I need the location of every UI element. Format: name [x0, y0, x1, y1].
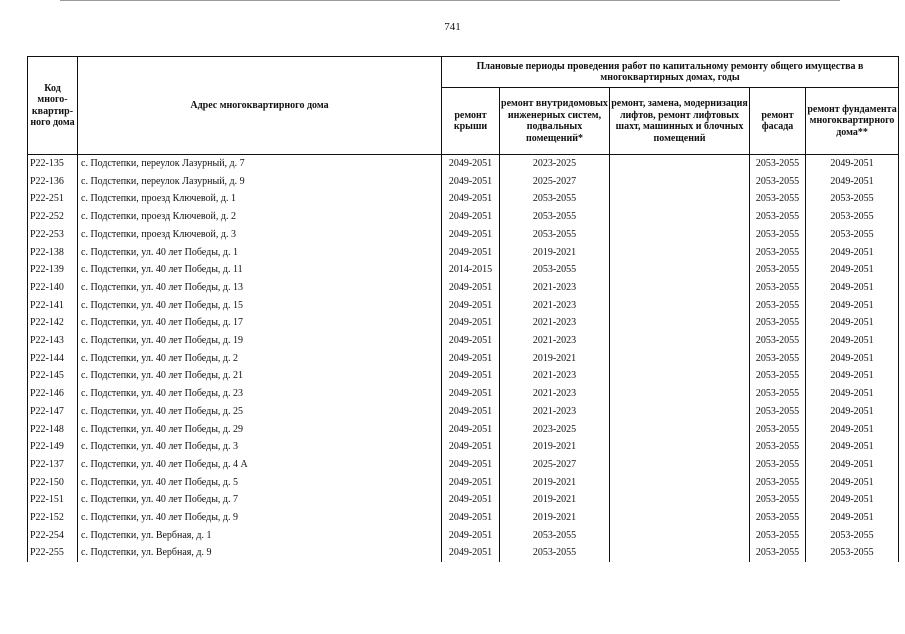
cell-facade: 2053-2055 [750, 173, 806, 191]
cell-systems: 2021-2023 [500, 367, 610, 385]
cell-lifts [610, 456, 750, 474]
cell-lifts [610, 385, 750, 403]
cell-address: с. Подстепки, проезд Ключевой, д. 2 [78, 208, 442, 226]
cell-foundation: 2049-2051 [806, 456, 899, 474]
cell-systems: 2053-2055 [500, 544, 610, 562]
cell-address: с. Подстепки, ул. 40 лет Победы, д. 9 [78, 509, 442, 527]
cell-roof: 2049-2051 [442, 385, 500, 403]
cell-systems: 2021-2023 [500, 279, 610, 297]
cell-lifts [610, 403, 750, 421]
cell-foundation: 2049-2051 [806, 421, 899, 439]
table-row [28, 509, 899, 527]
cell-systems: 2021-2023 [500, 403, 610, 421]
cell-code: Р22-253 [28, 226, 78, 244]
cell-roof: 2049-2051 [442, 509, 500, 527]
cell-address: с. Подстепки, ул. Вербная, д. 9 [78, 544, 442, 562]
cell-systems: 2021-2023 [500, 385, 610, 403]
cell-roof: 2049-2051 [442, 208, 500, 226]
cell-code: Р22-142 [28, 314, 78, 332]
cell-foundation: 2049-2051 [806, 367, 899, 385]
cell-code: Р22-137 [28, 456, 78, 474]
cell-lifts [610, 527, 750, 545]
cell-lifts [610, 208, 750, 226]
cell-foundation: 2049-2051 [806, 385, 899, 403]
cell-address: с. Подстепки, ул. 40 лет Победы, д. 2 [78, 350, 442, 368]
cell-facade: 2053-2055 [750, 438, 806, 456]
cell-facade: 2053-2055 [750, 226, 806, 244]
cell-systems: 2021-2023 [500, 314, 610, 332]
cell-roof: 2014-2015 [442, 261, 500, 279]
cell-facade: 2053-2055 [750, 261, 806, 279]
cell-systems: 2053-2055 [500, 226, 610, 244]
cell-facade: 2053-2055 [750, 385, 806, 403]
cell-facade: 2053-2055 [750, 190, 806, 208]
cell-foundation: 2049-2051 [806, 314, 899, 332]
cell-facade: 2053-2055 [750, 314, 806, 332]
cell-code: Р22-136 [28, 173, 78, 191]
cell-systems: 2053-2055 [500, 261, 610, 279]
cell-code: Р22-143 [28, 332, 78, 350]
table-row [28, 491, 899, 509]
table-row [28, 544, 899, 562]
cell-roof: 2049-2051 [442, 173, 500, 191]
cell-foundation: 2053-2055 [806, 190, 899, 208]
cell-systems: 2053-2055 [500, 208, 610, 226]
cell-address: с. Подстепки, ул. 40 лет Победы, д. 21 [78, 367, 442, 385]
cell-facade: 2053-2055 [750, 456, 806, 474]
cell-systems: 2019-2021 [500, 350, 610, 368]
cell-lifts [610, 297, 750, 315]
cell-lifts [610, 314, 750, 332]
cell-roof: 2049-2051 [442, 332, 500, 350]
cell-facade: 2053-2055 [750, 332, 806, 350]
cell-address: с. Подстепки, ул. 40 лет Победы, д. 4 А [78, 456, 442, 474]
cell-roof: 2049-2051 [442, 155, 500, 173]
cell-code: Р22-139 [28, 261, 78, 279]
cell-systems: 2019-2021 [500, 491, 610, 509]
cell-roof: 2049-2051 [442, 297, 500, 315]
table-header [28, 57, 899, 155]
cell-roof: 2049-2051 [442, 544, 500, 562]
cell-code: Р22-255 [28, 544, 78, 562]
cell-foundation: 2049-2051 [806, 173, 899, 191]
cell-foundation: 2049-2051 [806, 509, 899, 527]
cell-roof: 2049-2051 [442, 491, 500, 509]
table-row [28, 155, 899, 173]
cell-roof: 2049-2051 [442, 314, 500, 332]
repair-schedule-table [27, 56, 899, 562]
cell-lifts [610, 244, 750, 262]
header-foundation: ремонт фундамента многоквартирного дома** [806, 88, 899, 155]
cell-lifts [610, 367, 750, 385]
cell-address: с. Подстепки, ул. 40 лет Победы, д. 29 [78, 421, 442, 439]
cell-lifts [610, 474, 750, 492]
cell-roof: 2049-2051 [442, 421, 500, 439]
cell-code: Р22-140 [28, 279, 78, 297]
cell-address: с. Подстепки, ул. 40 лет Победы, д. 15 [78, 297, 442, 315]
cell-systems: 2019-2021 [500, 244, 610, 262]
cell-roof: 2049-2051 [442, 226, 500, 244]
cell-systems: 2025-2027 [500, 456, 610, 474]
cell-roof: 2049-2051 [442, 438, 500, 456]
page-number: 741 [444, 21, 461, 33]
cell-facade: 2053-2055 [750, 350, 806, 368]
cell-foundation: 2053-2055 [806, 208, 899, 226]
cell-foundation: 2049-2051 [806, 438, 899, 456]
cell-address: с. Подстепки, ул. Вербная, д. 1 [78, 527, 442, 545]
cell-address: с. Подстепки, ул. 40 лет Победы, д. 3 [78, 438, 442, 456]
cell-systems: 2021-2023 [500, 332, 610, 350]
cell-code: Р22-150 [28, 474, 78, 492]
header-address: Адрес многоквартирного дома [78, 57, 442, 155]
table-row [28, 208, 899, 226]
cell-lifts [610, 261, 750, 279]
cell-code: Р22-151 [28, 491, 78, 509]
cell-facade: 2053-2055 [750, 367, 806, 385]
cell-address: с. Подстепки, ул. 40 лет Победы, д. 1 [78, 244, 442, 262]
cell-code: Р22-146 [28, 385, 78, 403]
cell-roof: 2049-2051 [442, 367, 500, 385]
cell-foundation: 2049-2051 [806, 297, 899, 315]
table-row [28, 297, 899, 315]
cell-foundation: 2049-2051 [806, 474, 899, 492]
table-row [28, 474, 899, 492]
cell-code: Р22-152 [28, 509, 78, 527]
cell-code: Р22-254 [28, 527, 78, 545]
cell-facade: 2053-2055 [750, 279, 806, 297]
cell-address: с. Подстепки, ул. 40 лет Победы, д. 7 [78, 491, 442, 509]
header-lifts: ремонт, замена, модернизация лифтов, ремонт лифтовых шахт, машинных и блочных помещений [610, 88, 750, 155]
cell-foundation: 2049-2051 [806, 155, 899, 173]
cell-address: с. Подстепки, ул. 40 лет Победы, д. 17 [78, 314, 442, 332]
cell-address: с. Подстепки, ул. 40 лет Победы, д. 11 [78, 261, 442, 279]
cell-systems: 2019-2021 [500, 438, 610, 456]
table-row [28, 385, 899, 403]
table-row [28, 314, 899, 332]
scan-edge-line [60, 0, 840, 1]
table-row [28, 350, 899, 368]
cell-code: Р22-135 [28, 155, 78, 173]
table-row [28, 527, 899, 545]
cell-systems: 2053-2055 [500, 190, 610, 208]
cell-roof: 2049-2051 [442, 279, 500, 297]
table-row [28, 226, 899, 244]
cell-facade: 2053-2055 [750, 297, 806, 315]
cell-foundation: 2049-2051 [806, 261, 899, 279]
cell-address: с. Подстепки, ул. 40 лет Победы, д. 5 [78, 474, 442, 492]
cell-lifts [610, 173, 750, 191]
table-row [28, 403, 899, 421]
cell-address: с. Подстепки, ул. 40 лет Победы, д. 23 [78, 385, 442, 403]
cell-roof: 2049-2051 [442, 403, 500, 421]
cell-code: Р22-138 [28, 244, 78, 262]
cell-foundation: 2049-2051 [806, 350, 899, 368]
cell-lifts [610, 491, 750, 509]
table-row [28, 190, 899, 208]
cell-facade: 2053-2055 [750, 421, 806, 439]
cell-lifts [610, 438, 750, 456]
cell-lifts [610, 509, 750, 527]
cell-foundation: 2049-2051 [806, 279, 899, 297]
cell-lifts [610, 350, 750, 368]
cell-address: с. Подстепки, ул. 40 лет Победы, д. 19 [78, 332, 442, 350]
cell-facade: 2053-2055 [750, 509, 806, 527]
cell-lifts [610, 544, 750, 562]
cell-foundation: 2049-2051 [806, 491, 899, 509]
cell-foundation: 2049-2051 [806, 332, 899, 350]
cell-address: с. Подстепки, ул. 40 лет Победы, д. 13 [78, 279, 442, 297]
table-row [28, 367, 899, 385]
cell-code: Р22-147 [28, 403, 78, 421]
table-row [28, 261, 899, 279]
cell-facade: 2053-2055 [750, 155, 806, 173]
cell-address: с. Подстепки, ул. 40 лет Победы, д. 25 [78, 403, 442, 421]
table-row [28, 244, 899, 262]
cell-foundation: 2049-2051 [806, 403, 899, 421]
cell-code: Р22-148 [28, 421, 78, 439]
header-planned-periods: Плановые периоды проведения работ по капитальному ремонту общего имущества в многоквартирных домах, годы [442, 57, 899, 88]
cell-foundation: 2053-2055 [806, 226, 899, 244]
cell-lifts [610, 226, 750, 244]
table-row [28, 173, 899, 191]
table-row [28, 279, 899, 297]
cell-roof: 2049-2051 [442, 244, 500, 262]
cell-facade: 2053-2055 [750, 544, 806, 562]
header-roof: ремонт крыши [442, 88, 500, 155]
cell-code: Р22-145 [28, 367, 78, 385]
cell-address: с. Подстепки, проезд Ключевой, д. 3 [78, 226, 442, 244]
cell-facade: 2053-2055 [750, 527, 806, 545]
cell-code: Р22-144 [28, 350, 78, 368]
cell-roof: 2049-2051 [442, 350, 500, 368]
cell-facade: 2053-2055 [750, 474, 806, 492]
cell-systems: 2023-2025 [500, 155, 610, 173]
cell-lifts [610, 190, 750, 208]
cell-facade: 2053-2055 [750, 403, 806, 421]
cell-address: с. Подстепки, проезд Ключевой, д. 1 [78, 190, 442, 208]
table-row [28, 332, 899, 350]
cell-roof: 2049-2051 [442, 527, 500, 545]
cell-lifts [610, 421, 750, 439]
cell-roof: 2049-2051 [442, 190, 500, 208]
cell-systems: 2053-2055 [500, 527, 610, 545]
table-row [28, 421, 899, 439]
cell-foundation: 2049-2051 [806, 244, 899, 262]
header-engineering-systems: ремонт внутридомовых инженерных систем, подвальных помещений* [500, 88, 610, 155]
cell-code: Р22-149 [28, 438, 78, 456]
cell-code: Р22-251 [28, 190, 78, 208]
cell-address: с. Подстепки, переулок Лазурный, д. 9 [78, 173, 442, 191]
table-row [28, 456, 899, 474]
cell-address: с. Подстепки, переулок Лазурный, д. 7 [78, 155, 442, 173]
cell-roof: 2049-2051 [442, 474, 500, 492]
cell-facade: 2053-2055 [750, 244, 806, 262]
cell-systems: 2025-2027 [500, 173, 610, 191]
cell-roof: 2049-2051 [442, 456, 500, 474]
cell-systems: 2021-2023 [500, 297, 610, 315]
cell-systems: 2019-2021 [500, 474, 610, 492]
cell-lifts [610, 279, 750, 297]
header-facade: ремонт фасада [750, 88, 806, 155]
header-code: Код много-квартир-ного дома [28, 57, 78, 155]
cell-systems: 2019-2021 [500, 509, 610, 527]
cell-lifts [610, 332, 750, 350]
cell-code: Р22-252 [28, 208, 78, 226]
cell-facade: 2053-2055 [750, 208, 806, 226]
cell-lifts [610, 155, 750, 173]
cell-systems: 2023-2025 [500, 421, 610, 439]
cell-foundation: 2053-2055 [806, 527, 899, 545]
table-row [28, 438, 899, 456]
cell-code: Р22-141 [28, 297, 78, 315]
cell-facade: 2053-2055 [750, 491, 806, 509]
cell-foundation: 2053-2055 [806, 544, 899, 562]
table-body [28, 155, 899, 563]
